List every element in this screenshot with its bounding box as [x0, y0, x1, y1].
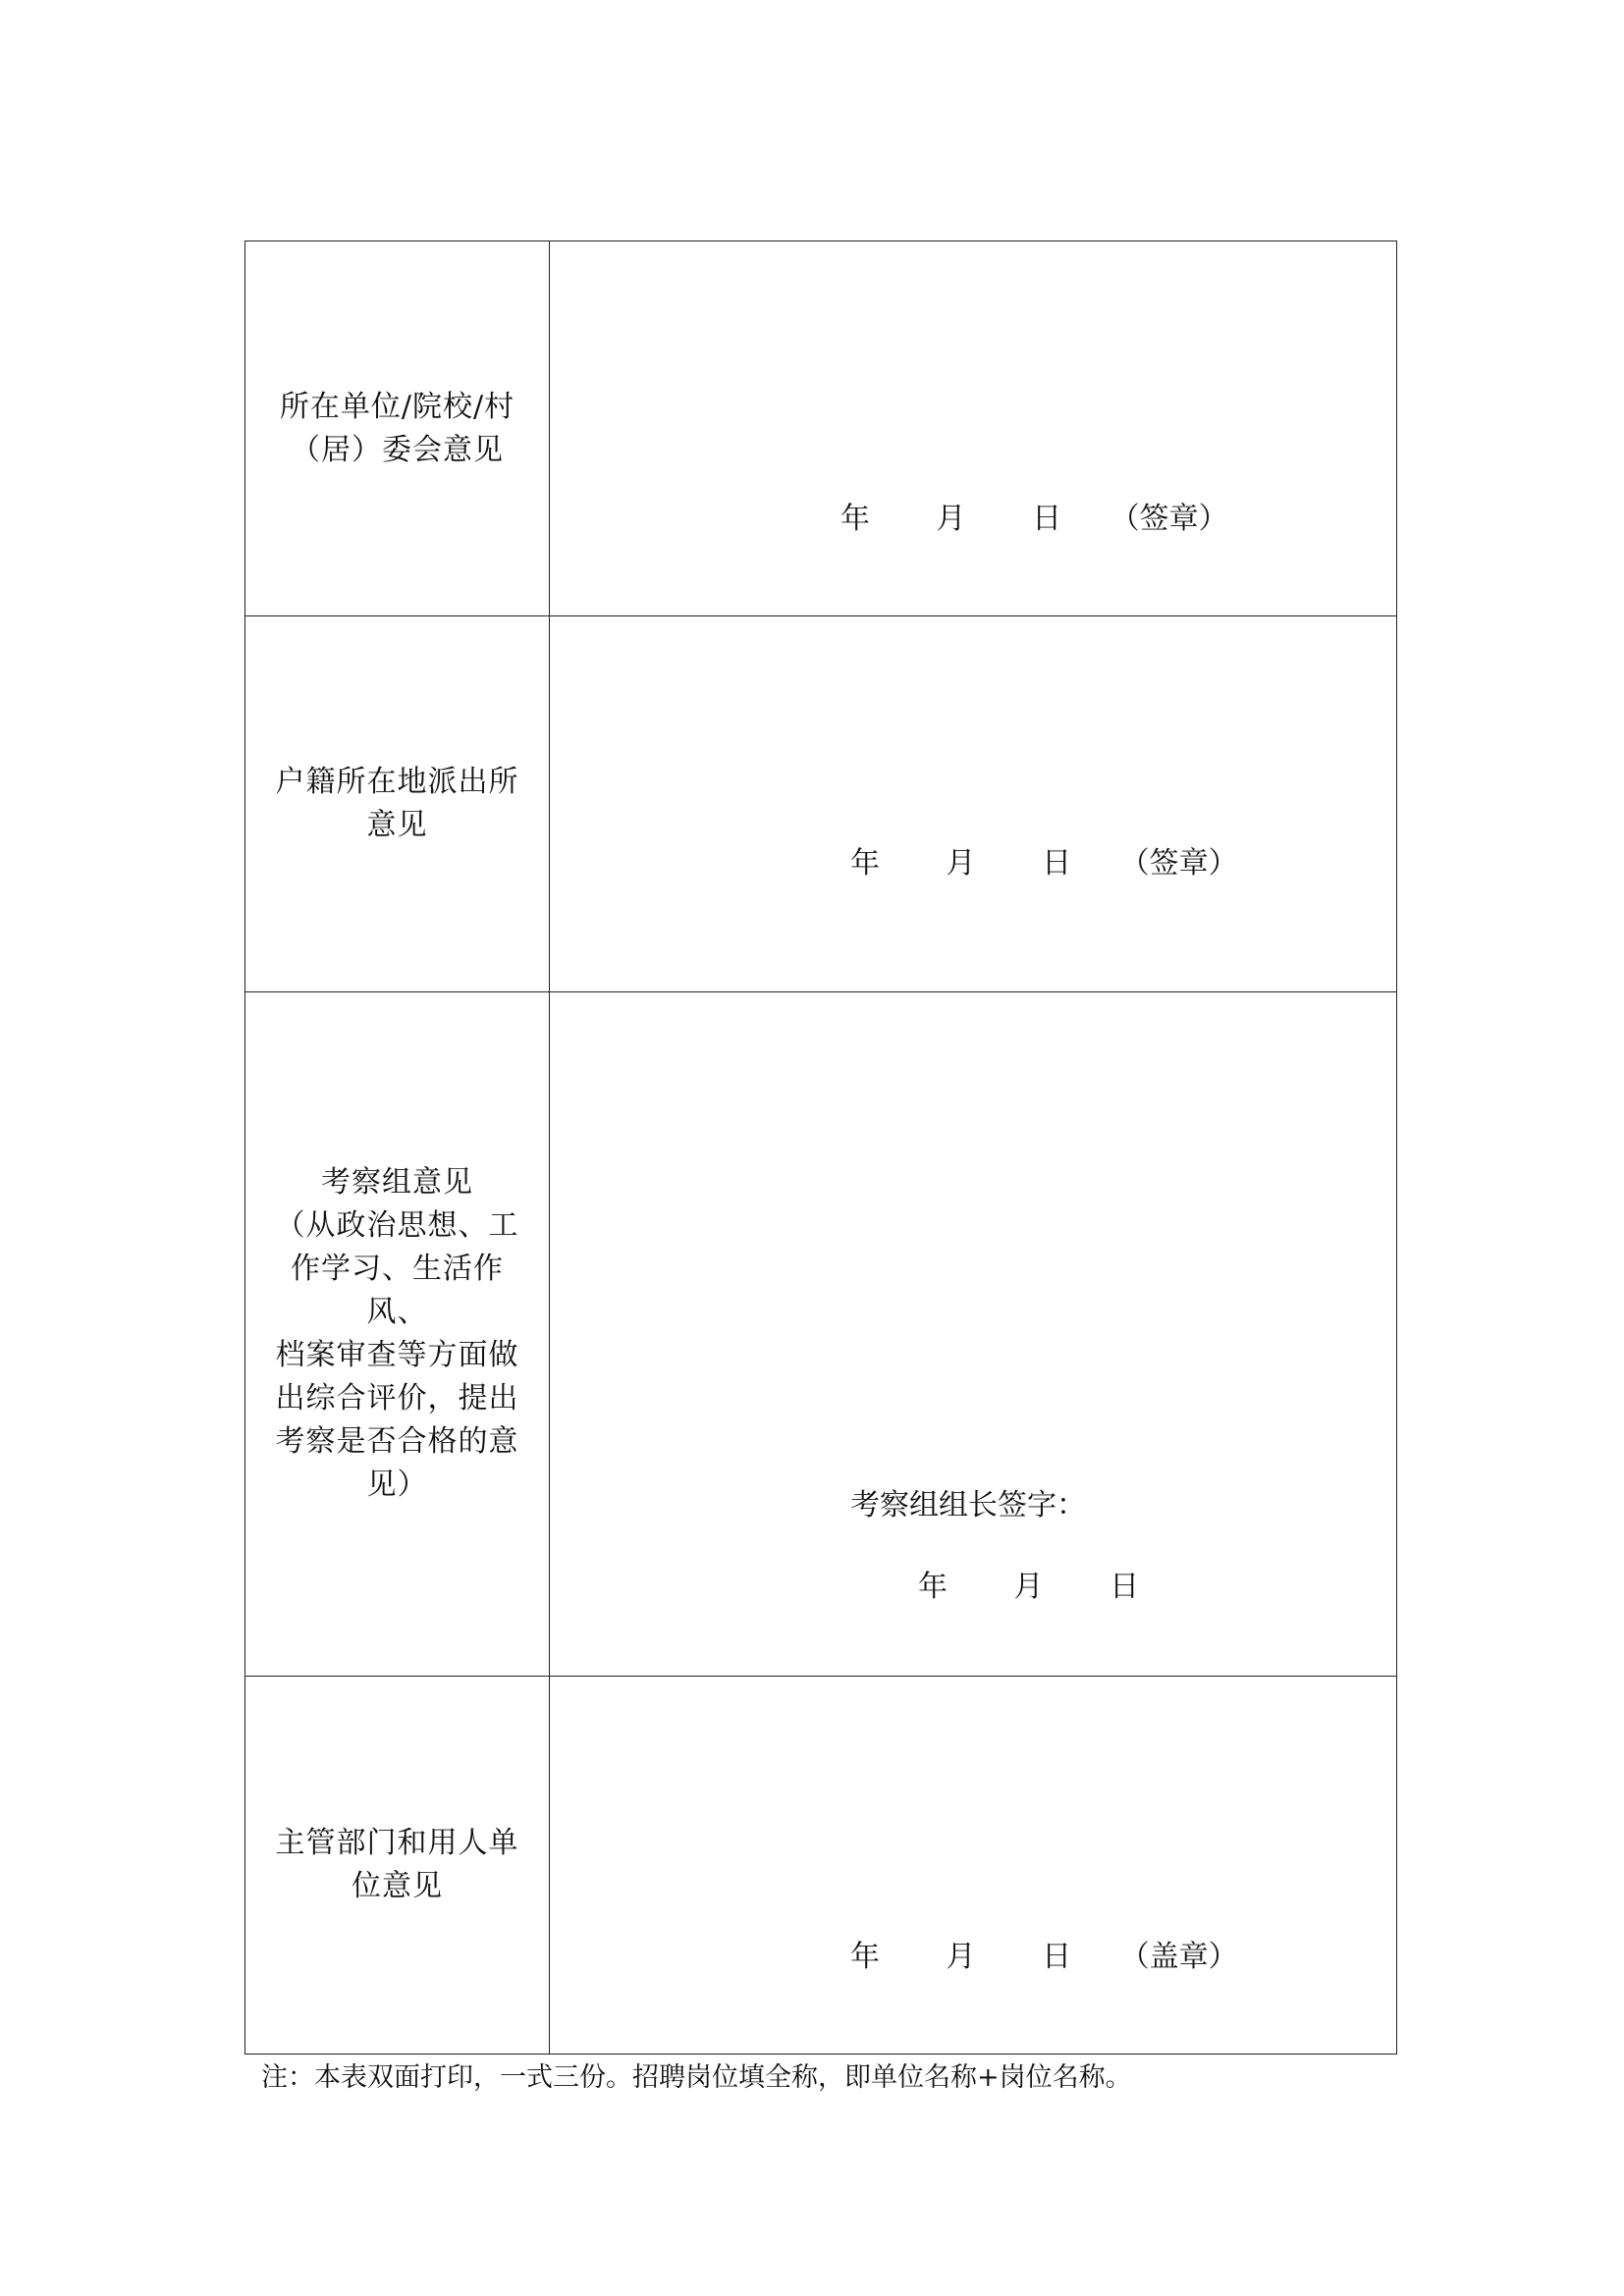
row-label-cell: [245, 616, 550, 992]
month-label: 月: [936, 502, 966, 536]
year-label: 年: [850, 846, 880, 881]
table-row: [245, 1677, 1397, 2055]
inspection-group-opinion-cell[interactable]: [550, 992, 1397, 1677]
year-label: 年: [918, 1570, 947, 1604]
department-opinion-label: 主管部门和用人单 位意见: [275, 1826, 519, 1903]
date-stamp-line: [850, 1938, 1238, 1977]
row-label-cell: [245, 241, 550, 616]
date-stamp-line: [840, 500, 1228, 539]
table-row: [245, 241, 1397, 616]
month-label: 月: [946, 846, 976, 881]
day-label: 日: [1042, 846, 1072, 881]
table-row: [245, 616, 1397, 992]
unit-opinion-label: 所在单位/院校/村 （居）委会意见: [279, 389, 515, 467]
row-label-cell: [245, 1677, 550, 2055]
review-opinion-table: [244, 240, 1397, 2055]
unit-opinion-cell[interactable]: [550, 241, 1397, 616]
year-label: 年: [850, 1940, 880, 1974]
date-line: [918, 1568, 1139, 1607]
footnote: 注：本表双面打印，一式三份。招聘岗位填全称，即单位名称+岗位名称。: [261, 2062, 1132, 2093]
department-opinion-cell[interactable]: [550, 1677, 1397, 2055]
police-station-opinion-label: 户籍所在地派出所 意见: [275, 765, 519, 842]
row-label-cell: [245, 992, 550, 1677]
day-label: 日: [1042, 1940, 1072, 1974]
day-label: 日: [1110, 1570, 1140, 1604]
leader-signature-label: 考察组组长签字：: [850, 1488, 1086, 1522]
month-label: 月: [1013, 1570, 1044, 1604]
stamp-label: （签章）: [1119, 846, 1238, 881]
year-label: 年: [840, 502, 870, 536]
day-label: 日: [1032, 502, 1062, 536]
month-label: 月: [946, 1940, 976, 1974]
stamp-label: （签章）: [1110, 502, 1228, 536]
table-row: [245, 992, 1397, 1677]
stamp-label: （盖章）: [1119, 1940, 1238, 1974]
police-station-opinion-cell[interactable]: [550, 616, 1397, 992]
date-stamp-line: [850, 844, 1238, 883]
inspection-group-opinion-label: 考察组意见 （从政治思想、工 作学习、生活作风、 档案审查等方面做 出综合评价，提出 考察是否合格的意 见）: [275, 1165, 519, 1502]
